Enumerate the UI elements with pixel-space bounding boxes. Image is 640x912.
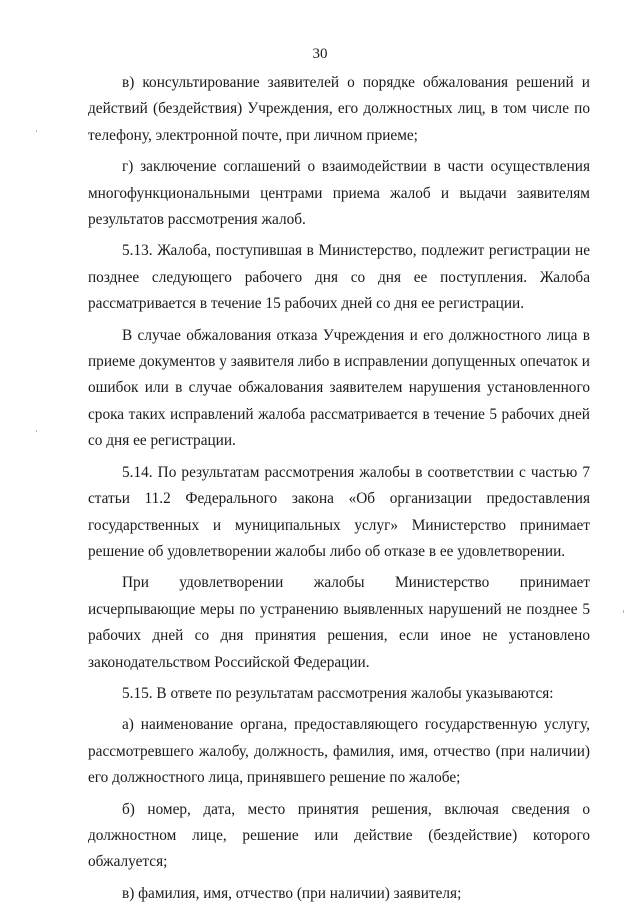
paragraph-agreements: г) заключение соглашений о взаимодействии в части осуществления многофункциональными центрами приема жалоб и выдачи заявителям результатов рассмотрения жалоб.: [88, 158, 590, 229]
paragraph-5-14: 5.14. По результатам рассмотрения жалобы в соответствии с частью 7 статьи 11.2 Федерального закона «Об организации предоставления государственных и муниципальных услуг» Министерство принимает решение об удовлетворении жалобы либо об отказе в ее удовлетворении.: [88, 463, 590, 560]
document-body: [88, 70, 590, 912]
paragraph-item-a: а) наименование органа, предоставляющего государственную услугу, рассмотревшего жалобу, должность, фамилия, имя, отчество (при наличии) его должностного лица, принявшего решение по жалобе;: [88, 716, 590, 787]
paragraph-consultation: в) консультирование заявителей о порядке обжалования решений и действий (бездействия) Учреждения, его должностных лиц, в том числе по телефону, электронной почте, при личном приеме;: [88, 74, 590, 144]
paragraph-5-13: 5.13. Жалоба, поступившая в Министерство, подлежит регистрации не позднее следующего рабочего дня со дня ее поступления. Жалоба рассматривается в течение 15 рабочих дней со дня ее регистрации.: [88, 242, 590, 313]
paragraph-5-15: 5.15. В ответе по результатам рассмотрения жалобы указываются:: [122, 684, 554, 702]
page-number: 30: [312, 46, 328, 62]
paragraph-satisfaction: При удовлетворении жалобы Министерство принимает исчерпывающие меры по устранению выявленных нарушений не позднее 5 рабочих дней со дня принятия решения, если иное не установлено законодательством Российской Федерации.: [88, 574, 590, 671]
scan-speck: [623, 610, 624, 613]
scan-speck: [36, 130, 37, 132]
paragraph-refusal-appeal: В случае обжалования отказа Учреждения и его должностного лица в приеме документов у заявителя либо в исправлении допущенных опечаток и ошибок или в случае обжалования заявителем нарушения установленного срока таких исправлений жалоба рассматривается в течение 5 рабочих дней со дня ее регистрации.: [88, 326, 590, 450]
paragraph-item-b: б) номер, дата, место принятия решения, включая сведения о должностном лице, решение или действие (бездействие) которого обжалуется;: [88, 800, 590, 871]
scan-speck: [36, 430, 37, 432]
paragraph-item-v: в) фамилия, имя, отчество (при наличии) заявителя;: [122, 884, 462, 902]
